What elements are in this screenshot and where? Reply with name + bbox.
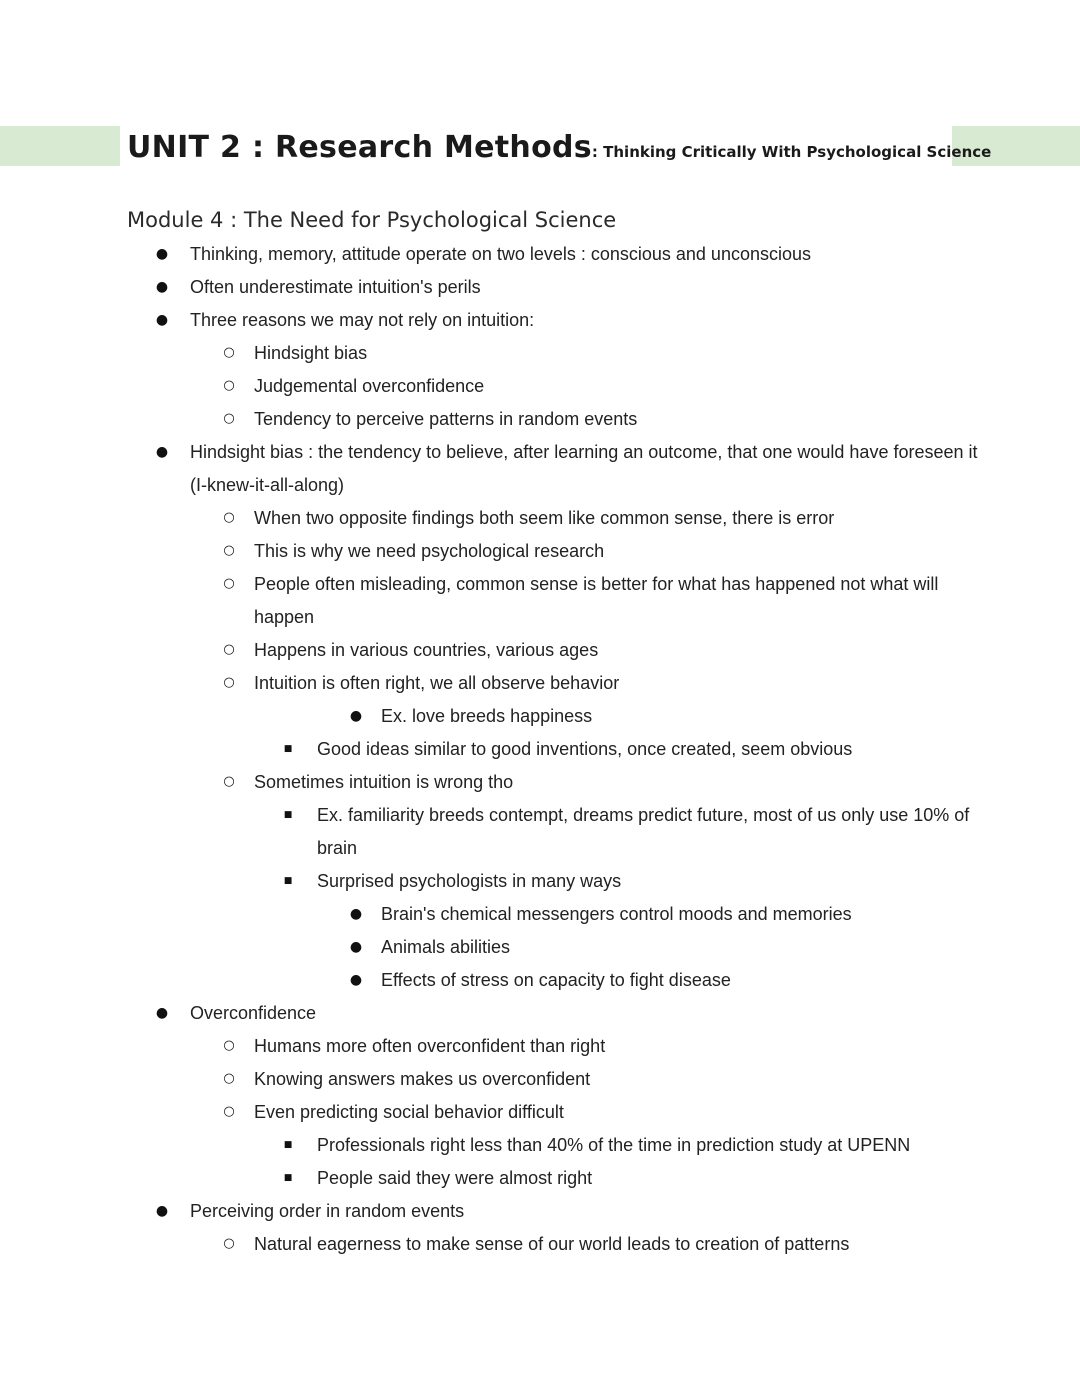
unit-subtitle: : Thinking Critically With Psychological Science <box>591 143 992 161</box>
note-line: Animals abilities <box>381 937 511 957</box>
bullet-circle-icon: ○ <box>223 774 235 789</box>
note-line: Intuition is often right, we all observe behavior <box>254 673 620 693</box>
note-line: Hindsight bias : the tendency to believe, after learning an outcome, that one would have foreseen it <box>190 442 978 462</box>
bullet-square-icon: ■ <box>283 1173 293 1183</box>
note-line: brain <box>317 838 358 858</box>
bullet-circle-icon: ○ <box>223 378 235 393</box>
bullet-dot-icon: ● <box>349 972 363 988</box>
note-line: Judgemental overconfidence <box>254 376 485 396</box>
note-line: Ex. love breeds happiness <box>381 706 593 726</box>
bullet-circle-icon: ○ <box>223 1104 235 1119</box>
bullet-dot-icon: ● <box>155 1005 169 1021</box>
bullet-circle-icon: ○ <box>223 1038 235 1053</box>
bullet-circle-icon: ○ <box>223 510 235 525</box>
bullet-dot-icon: ● <box>155 1203 169 1219</box>
bullet-square-icon: ■ <box>283 1140 293 1150</box>
note-line: Tendency to perceive patterns in random events <box>254 409 638 429</box>
note-line: Good ideas similar to good inventions, once created, seem obvious <box>317 739 853 759</box>
page-title <box>127 130 991 165</box>
unit-title: UNIT 2 : Research Methods <box>127 130 592 165</box>
note-line: happen <box>254 607 315 627</box>
note-line: Humans more often overconfident than right <box>254 1036 606 1056</box>
note-line: Brain's chemical messengers control moods and memories <box>381 904 852 924</box>
note-line: People said they were almost right <box>317 1168 593 1188</box>
note-line: Sometimes intuition is wrong tho <box>254 772 514 792</box>
module-heading: Module 4 : The Need for Psychological Science <box>127 208 617 232</box>
bullet-dot-icon: ● <box>155 279 169 295</box>
note-line: Ex. familiarity breeds contempt, dreams predict future, most of us only use 10% of <box>317 805 970 825</box>
bullet-circle-icon: ○ <box>223 576 235 591</box>
note-line: Knowing answers makes us overconfident <box>254 1069 591 1089</box>
bullet-circle-icon: ○ <box>223 345 235 360</box>
bullet-dot-icon: ● <box>155 246 169 262</box>
bullet-circle-icon: ○ <box>223 675 235 690</box>
note-line: Professionals right less than 40% of the time in prediction study at UPENN <box>317 1135 911 1155</box>
bullet-dot-icon: ● <box>155 312 169 328</box>
bullet-square-icon: ■ <box>283 876 293 886</box>
bullet-circle-icon: ○ <box>223 411 235 426</box>
note-line: (I-knew-it-all-along) <box>190 475 345 495</box>
note-line: Often underestimate intuition's perils <box>190 277 481 297</box>
note-line: Thinking, memory, attitude operate on two levels : conscious and unconscious <box>190 244 811 264</box>
bullet-square-icon: ■ <box>283 744 293 754</box>
bullet-dot-icon: ● <box>349 708 363 724</box>
note-line: Happens in various countries, various ages <box>254 640 599 660</box>
bullet-circle-icon: ○ <box>223 543 235 558</box>
note-line: Effects of stress on capacity to fight disease <box>381 970 731 990</box>
bullet-circle-icon: ○ <box>223 1071 235 1086</box>
note-line: Surprised psychologists in many ways <box>317 871 622 891</box>
note-line: Even predicting social behavior difficult <box>254 1102 564 1122</box>
note-line: Overconfidence <box>190 1003 317 1023</box>
bullet-dot-icon: ● <box>349 906 363 922</box>
note-line: Natural eagerness to make sense of our world leads to creation of patterns <box>254 1234 850 1254</box>
note-line: Three reasons we may not rely on intuition: <box>190 310 535 330</box>
bullet-dot-icon: ● <box>349 939 363 955</box>
bullet-dot-icon: ● <box>155 444 169 460</box>
note-line: Perceiving order in random events <box>190 1201 465 1221</box>
note-line: This is why we need psychological research <box>254 541 605 561</box>
bullet-circle-icon: ○ <box>223 1236 235 1251</box>
note-line: When two opposite findings both seem like common sense, there is error <box>254 508 835 528</box>
note-line: Hindsight bias <box>254 343 368 363</box>
bullet-circle-icon: ○ <box>223 642 235 657</box>
bullet-square-icon: ■ <box>283 810 293 820</box>
note-line: People often misleading, common sense is better for what has happened not what will <box>254 574 939 594</box>
